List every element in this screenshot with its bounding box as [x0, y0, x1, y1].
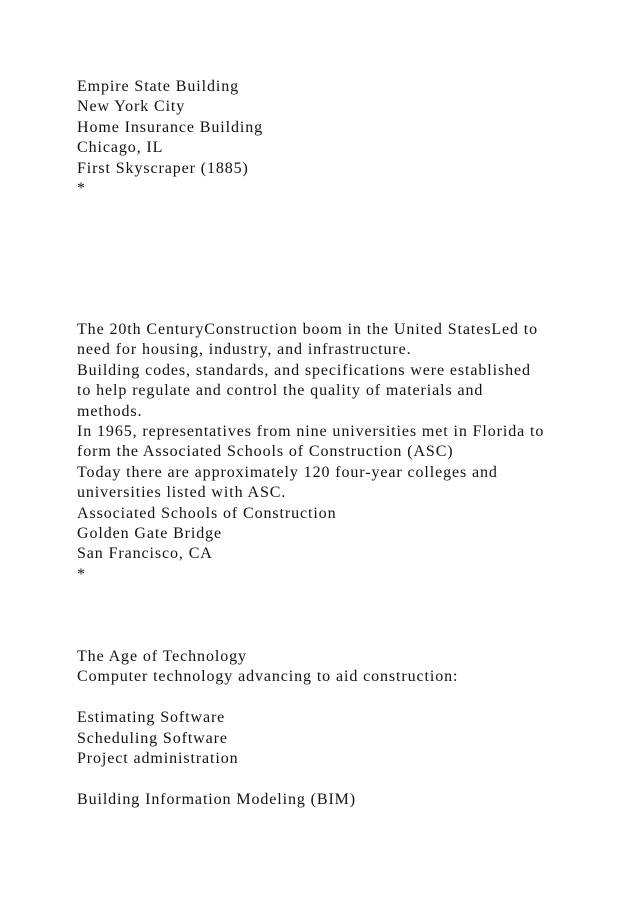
separator-asterisk: *: [77, 179, 86, 197]
section-intro: Computer technology advancing to aid construction:: [77, 668, 459, 686]
text-line: need for housing, industry, and infrastructure.: [77, 341, 412, 359]
text-line: Golden Gate Bridge: [77, 524, 223, 542]
text-line: to help regulate and control the quality of materials and: [77, 382, 484, 400]
section-closing: Building Information Modeling (BIM): [77, 790, 357, 808]
text-line: Empire State Building: [77, 78, 239, 95]
section-age-of-technology: [77, 647, 577, 810]
section-skyscrapers: [77, 77, 577, 199]
separator-asterisk: *: [77, 565, 86, 583]
list-item: Scheduling Software: [77, 729, 228, 747]
text-line: In 1965, representatives from nine universities met in Florida to: [77, 422, 545, 440]
text-line: First Skyscraper (1885): [77, 159, 249, 177]
section-20th-century: [77, 320, 577, 585]
text-line: Chicago, IL: [77, 139, 164, 157]
text-line: New York City: [77, 98, 186, 116]
blank-line: [77, 688, 577, 708]
text-line: form the Associated Schools of Construction (ASC): [77, 443, 454, 461]
section-heading: The Age of Technology: [77, 648, 247, 665]
text-line: Home Insurance Building: [77, 118, 263, 136]
text-line: Today there are approximately 120 four-year colleges and: [77, 463, 498, 481]
text-line: San Francisco, CA: [77, 545, 213, 563]
blank-line: [77, 769, 577, 789]
text-line: Associated Schools of Construction: [77, 504, 337, 522]
text-line: universities listed with ASC.: [77, 484, 287, 502]
list-item: Project administration: [77, 749, 239, 767]
text-line: methods.: [77, 402, 143, 420]
text-line: Building codes, standards, and specifications were established: [77, 361, 531, 379]
text-line: The 20th CenturyConstruction boom in the United StatesLed to: [77, 321, 539, 338]
list-item: Estimating Software: [77, 709, 226, 727]
